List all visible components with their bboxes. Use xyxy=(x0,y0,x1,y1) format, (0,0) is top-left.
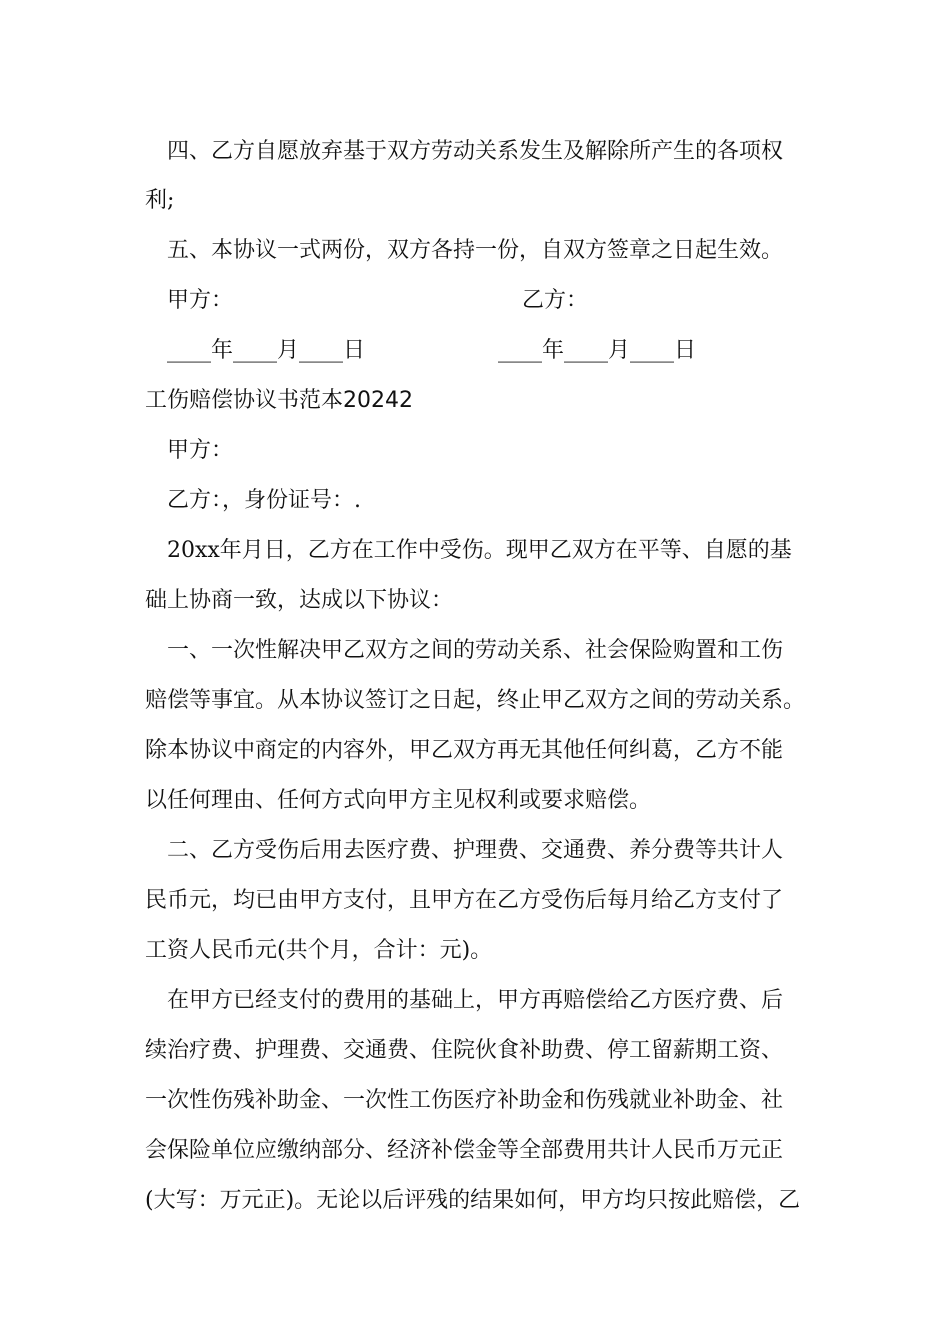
clause-two-line-3: 工资人民币元(共个月，合计：元)。 xyxy=(145,938,493,963)
party-a-signature-label: 甲方： xyxy=(167,288,234,313)
clause-one-line-1: 一、一次性解决甲乙双方之间的劳动关系、社会保险购置和工伤 xyxy=(167,638,784,663)
compensation-line-4: 会保险单位应缴纳部分、经济补偿金等全部费用共计人民币万元正 xyxy=(145,1138,784,1163)
party-b-signature-label: 乙方： xyxy=(522,288,589,313)
clause-four-line-1: 四、乙方自愿放弃基于双方劳动关系发生及解除所产生的各项权 xyxy=(167,139,784,164)
intro-line-2: 础上协商一致，达成以下协议： xyxy=(145,588,454,613)
clause-one-line-2: 赔偿等事宜。从本协议签订之日起，终止甲乙双方之间的劳动关系。 xyxy=(145,688,806,713)
party-b-line: 乙方：，身份证号：. xyxy=(167,488,361,513)
compensation-line-3: 一次性伤残补助金、一次性工伤医疗补助金和伤残就业补助金、社 xyxy=(145,1088,784,1113)
date-row xyxy=(167,336,767,366)
compensation-line-5: (大写：万元正)。无论以后评残的结果如何，甲方均只按此赔偿，乙 xyxy=(145,1188,801,1213)
clause-two-line-1: 二、乙方受伤后用去医疗费、护理费、交通费、养分费等共计人 xyxy=(167,838,784,863)
clause-one-line-4: 以任何理由、任何方式向甲方主见权利或要求赔偿。 xyxy=(145,788,652,813)
clause-four-line-2: 利; xyxy=(145,188,175,213)
intro-line-1: 20xx年月日，乙方在工作中受伤。现甲乙双方在平等、自愿的基 xyxy=(167,538,792,563)
clause-two-line-2: 民币元，均已由甲方支付，且甲方在乙方受伤后每月给乙方支付了 xyxy=(145,888,784,913)
party-b-date: ____年____月____日 xyxy=(498,338,697,363)
party-a-line: 甲方： xyxy=(167,438,234,463)
party-a-date: ____年____月____日 xyxy=(167,338,366,363)
clause-five: 五、本协议一式两份，双方各持一份，自双方签章之日起生效。 xyxy=(167,238,784,263)
compensation-line-2: 续治疗费、护理费、交通费、住院伙食补助费、停工留薪期工资、 xyxy=(145,1038,784,1063)
signature-row xyxy=(167,286,767,316)
document-title: 工伤赔偿协议书范本20242 xyxy=(145,388,413,413)
compensation-line-1: 在甲方已经支付的费用的基础上，甲方再赔偿给乙方医疗费、后 xyxy=(167,988,784,1013)
clause-one-line-3: 除本协议中商定的内容外，甲乙双方再无其他任何纠葛，乙方不能 xyxy=(145,738,784,763)
